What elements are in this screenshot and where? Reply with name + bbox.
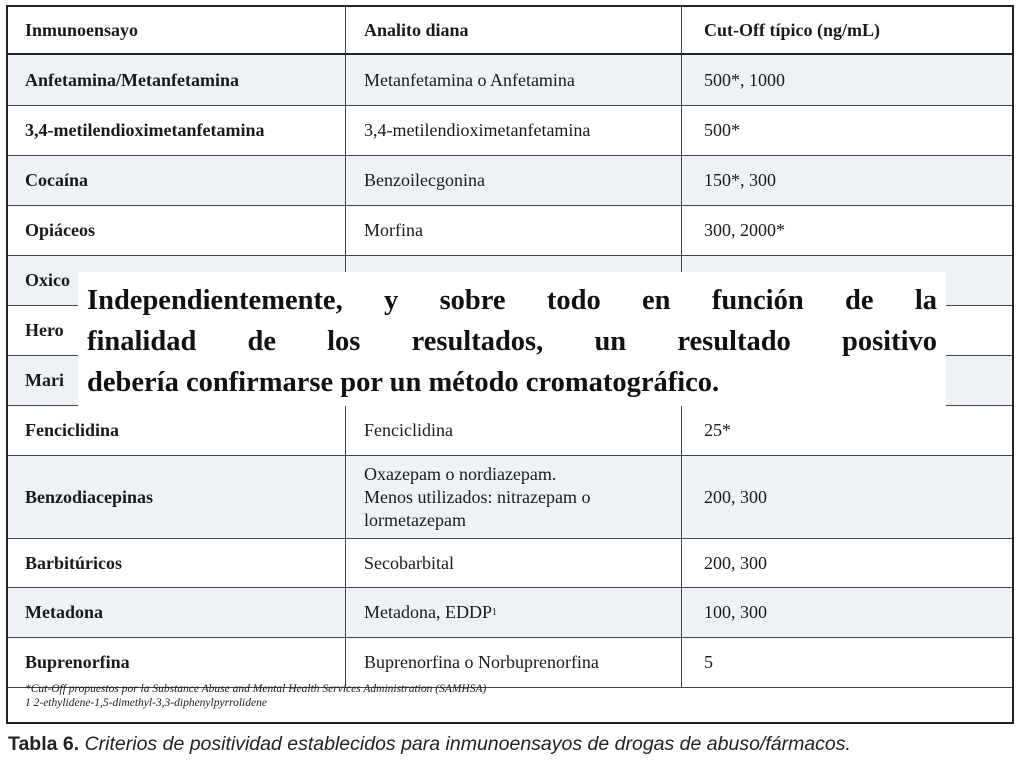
analito-text: Metadona, EDDP [364, 602, 492, 622]
analito-line: Menos utilizados: nitrazepam o [364, 486, 591, 507]
header-cutoff: Cut-Off típico (ng/mL) [681, 7, 1012, 53]
cell-inmunoensayo: Cocaína [25, 170, 88, 190]
caption-text: Criterios de positividad establecidos para inmunoensayos de drogas de abuso/fármacos. [79, 733, 851, 755]
confirmation-note-overlay [78, 272, 946, 406]
analito-line: lormetazepam [364, 509, 466, 530]
table-row [8, 456, 1012, 539]
footnote-eddp: 1 2-ethylidene-1,5-dimethyl-3,3-diphenylpyrrolidene [25, 697, 267, 709]
table-footnotes [8, 682, 1012, 710]
table-row [8, 638, 1012, 688]
cell-cutoff: 25* [681, 406, 1012, 455]
overlay-line: Independientemente, y sobre todo en función de la [87, 285, 937, 316]
cell-inmunoensayo: Opiáceos [25, 220, 95, 240]
cell-inmunoensayo: Mari [25, 370, 64, 390]
table-row [8, 406, 1012, 456]
table-header-row [8, 7, 1012, 55]
header-analito-diana: Analito diana [345, 7, 681, 53]
cell-cutoff: 150*, 300 [681, 156, 1012, 205]
footnote-samhsa: *Cut-Off propuestos por la Substance Abuse and Mental Health Services Administration (SAMHSA) [25, 683, 487, 695]
cell-cutoff: 300, 2000* [681, 206, 1012, 255]
cell-inmunoensayo: Hero [25, 320, 64, 340]
cell-cutoff: 200, 300 [681, 456, 1012, 538]
cell-inmunoensayo: Fenciclidina [25, 420, 119, 440]
table-row [8, 588, 1012, 638]
overlay-line: finalidad de los resultados, un resultado positivo [87, 326, 937, 357]
cell-inmunoensayo: 3,4-metilendioximetanfetamina [25, 120, 265, 140]
table-row [8, 206, 1012, 256]
cell-analito: Secobarbital [345, 539, 681, 587]
table-row [8, 106, 1012, 156]
cell-analito: Benzoilecgonina [345, 156, 681, 205]
cell-inmunoensayo: Barbitúricos [25, 552, 122, 573]
caption-label: Tabla 6. [8, 733, 80, 755]
table-row [8, 539, 1012, 588]
cell-inmunoensayo: Oxico [25, 270, 70, 290]
table-row [8, 156, 1012, 206]
header-inmunoensayo: Inmunoensayo [25, 19, 139, 40]
cell-inmunoensayo: Metadona [25, 602, 103, 622]
cell-inmunoensayo: Anfetamina/Metanfetamina [25, 69, 239, 90]
overlay-line: debería confirmarse por un método cromatográfico. [87, 367, 720, 398]
cell-cutoff: 100, 300 [681, 588, 1012, 637]
cell-inmunoensayo: Benzodiacepinas [25, 486, 154, 507]
table-row [8, 55, 1012, 106]
cell-analito: Fenciclidina [345, 406, 681, 455]
analito-line: Oxazepam o nordiazepam. [364, 463, 557, 484]
cell-cutoff: 5 [681, 638, 1012, 687]
cell-cutoff: 500*, 1000 [681, 55, 1012, 105]
cell-analito: 3,4-metilendioximetanfetamina [345, 106, 681, 155]
cell-cutoff: 500* [681, 106, 1012, 155]
cell-analito: Metadona, EDDP 1 [345, 588, 681, 637]
cell-inmunoensayo: Buprenorfina [25, 652, 130, 672]
cell-analito: Buprenorfina o Norbuprenorfina [345, 638, 681, 687]
cell-cutoff: 200, 300 [681, 539, 1012, 587]
cell-analito: Metanfetamina o Anfetamina [345, 55, 681, 105]
cell-analito [345, 456, 681, 538]
table-caption [8, 733, 1008, 756]
analito-multiline [364, 463, 590, 532]
cell-analito: Morfina [345, 206, 681, 255]
